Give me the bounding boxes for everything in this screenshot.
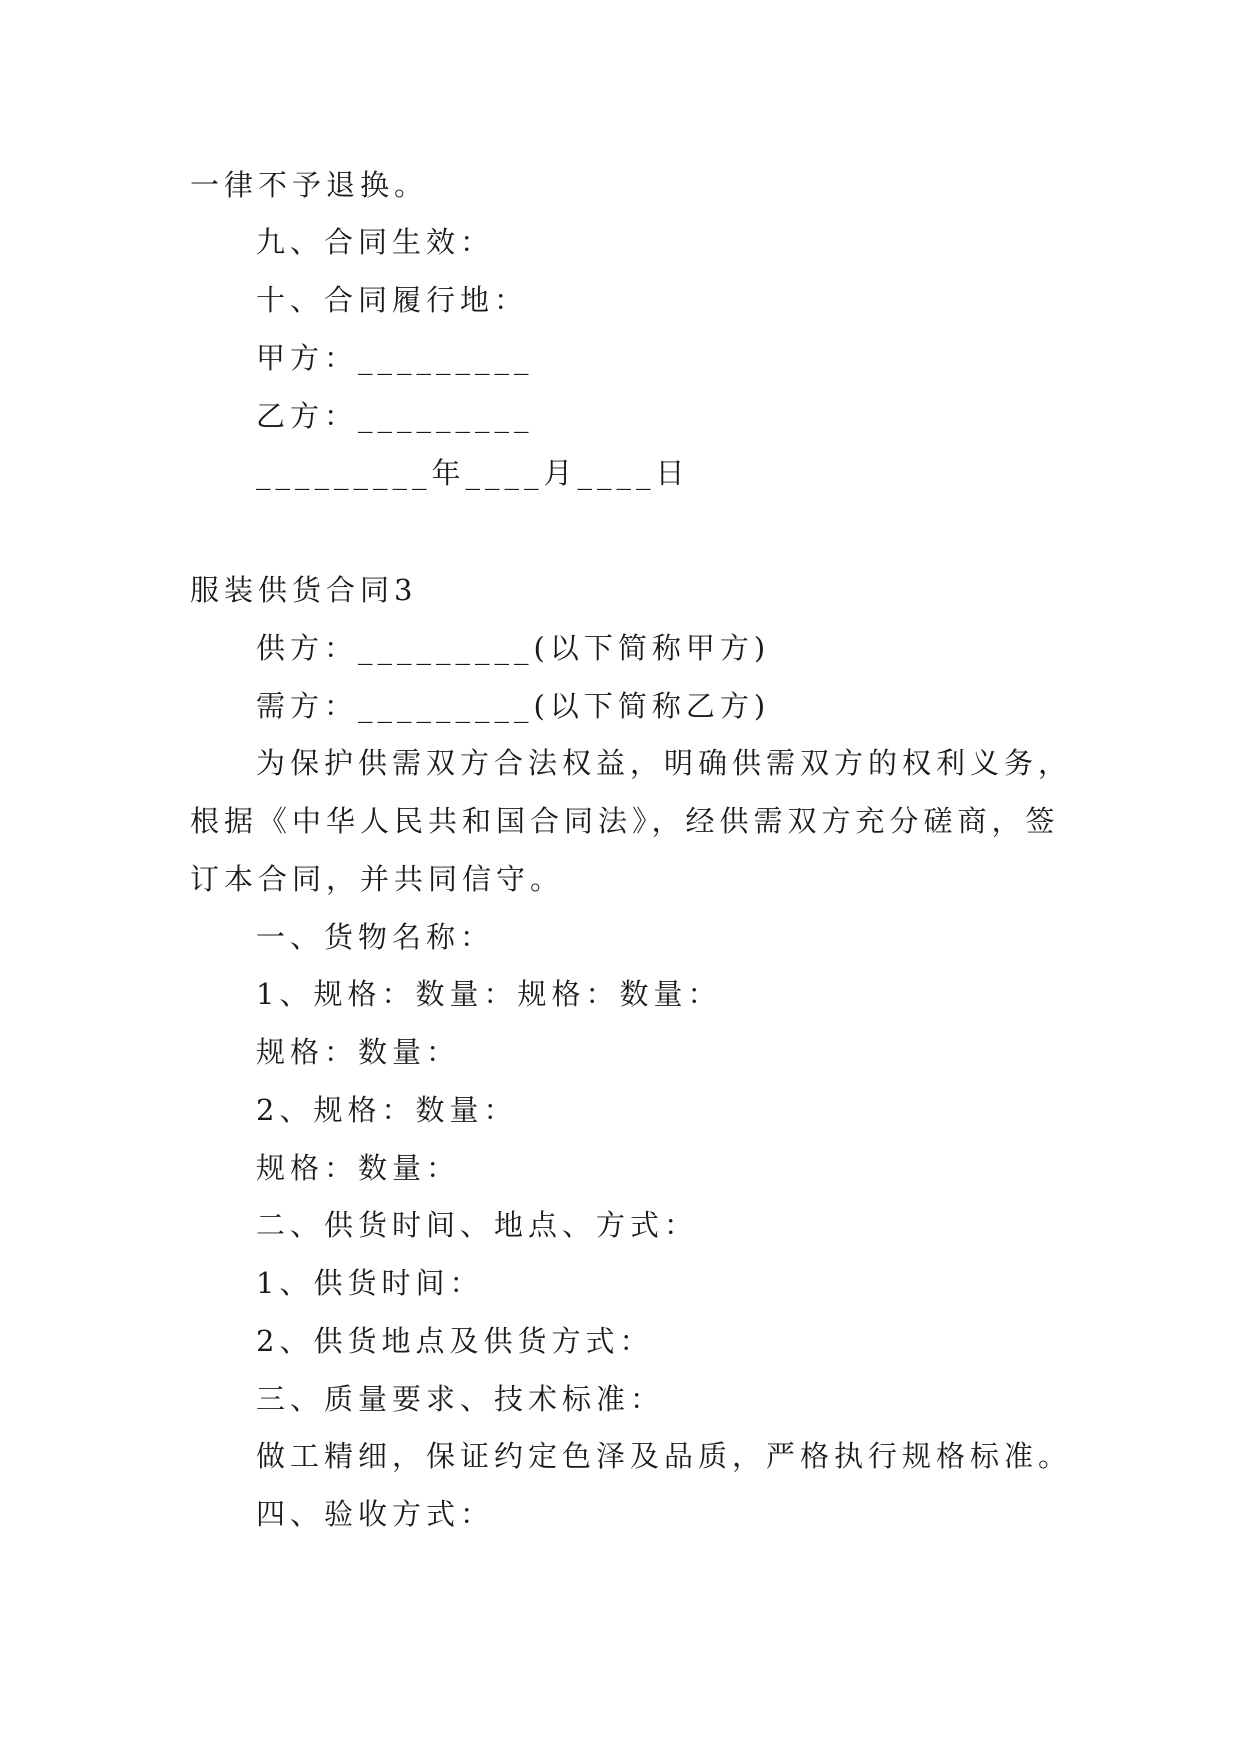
party-a-signature: 甲方：_________: [256, 341, 534, 375]
preamble-line-1: 为保护供需双方合法权益，明确供需双方的权利义务，: [256, 746, 1073, 780]
buyer-line: 需方：_________(以下简称乙方): [256, 689, 771, 723]
clause-9-effective: 九、合同生效：: [256, 225, 495, 259]
section-3-quality: 三、质量要求、技术标准：: [256, 1382, 665, 1416]
party-b-signature: 乙方：_________: [256, 399, 534, 433]
clause-10-location: 十、合同履行地：: [256, 283, 529, 317]
contract-title: 服装供货合同3: [190, 573, 418, 607]
section-4-acceptance: 四、验收方式：: [256, 1497, 495, 1531]
quality-detail: 做工精细，保证约定色泽及品质，严格执行规格标准。: [256, 1439, 1073, 1473]
preamble-line-3: 订本合同，并共同信守。: [190, 862, 565, 896]
goods-item-2-cont: 规格：数量：: [256, 1151, 461, 1185]
goods-item-2: 2、规格：数量：: [256, 1093, 518, 1127]
signature-date: _________年____月____日: [256, 456, 690, 490]
goods-item-1-cont: 规格：数量：: [256, 1035, 461, 1069]
section-1-goods: 一、货物名称：: [256, 920, 495, 954]
goods-item-1: 1、规格：数量：规格：数量：: [256, 977, 722, 1011]
preamble-line-2: 根据《中华人民共和国合同法》，经供需双方充分磋商，签: [190, 804, 1060, 838]
supply-location-method: 2、供货地点及供货方式：: [256, 1324, 654, 1358]
section-2-supply: 二、供货时间、地点、方式：: [256, 1208, 699, 1242]
supplier-line: 供方：_________(以下简称甲方): [256, 631, 771, 665]
supply-time: 1、供货时间：: [256, 1266, 484, 1300]
text-line-return-policy: 一律不予退换。: [190, 168, 429, 202]
